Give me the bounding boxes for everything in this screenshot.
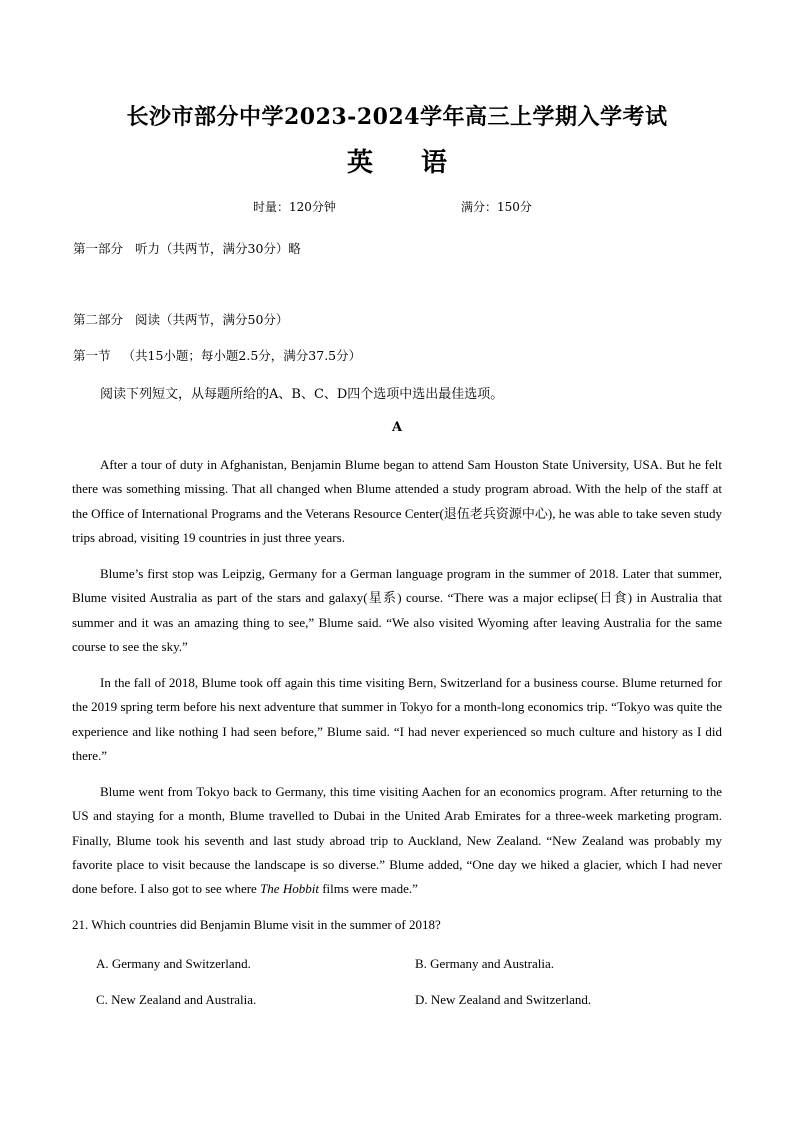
subject-heading (0, 142, 794, 179)
paragraph-1: After a tour of duty in Afghanistan, Benjamin Blume began to attend Sam Houston State University, USA. But he felt there was something missing. That all changed when Blume attended a study program abroad. With the help of the staff at the Office of International Programs and the Veterans Resource Center(退伍老兵资源中心), he was able to take seven study trips abroad, visiting 19 countries in just three years. (72, 457, 722, 545)
option-b[interactable]: B. Germany and Australia. (415, 956, 554, 971)
part1-label: 第一部分 (73, 241, 124, 256)
part2-text: 阅读（共两节，满分50分） (135, 312, 289, 327)
section1-text: （共15小题；每小题2.5分，满分37.5分） (122, 348, 362, 363)
paragraph-2: Blume’s first stop was Leipzig, Germany for a German language program in the summer of 2018. Later that summer, Blume visited Australia as part of the stars and galaxy(星系) course. “There was a major eclipse(日食) in Australia that summer and it was an amazing thing to see,” Blume said. “We also visited Wyoming after leaving Australia for the same course to see the sky.” (72, 566, 722, 654)
subject-char-2: 语 (421, 148, 448, 178)
paragraph-3: In the fall of 2018, Blume took off again this time visiting Bern, Switzerland for a business course. Blume returned for the 2019 spring term before his next adventure that summer in Tokyo for a month-long economics trip. “Tokyo was quite the experience and like nothing I had seen before,” Blume said. “I had never experienced so much culture and history as I did there.” (72, 675, 722, 763)
part1-heading (73, 239, 301, 257)
part2-heading (73, 310, 288, 328)
part1-text: 听力（共两节，满分30分）略 (135, 241, 301, 256)
section1-heading (73, 346, 361, 364)
reading-instruction: 阅读下列短文，从每题所给的A、B、C、D四个选项中选出最佳选项。 (100, 387, 504, 402)
paragraph-4-text-a: Blume went from Tokyo back to Germany, this time visiting Aachen for an economics program. After returning to the US and staying for a month, Blume travelled to Dubai in the United Arab Emirates for a three-week marketing program. Finally, Blume took his seventh and last study abroad trip to Auckland, New Zealand. “New Zealand was probably my favorite place to visit because the landscape is so diverse.” Blume added, “One day we hiked a glacier, which I had never done before. I also got to see where (72, 784, 722, 897)
film-title: The Hobbit (260, 881, 319, 897)
option-a[interactable]: A. Germany and Switzerland. (96, 956, 251, 971)
option-d[interactable]: D. New Zealand and Switzerland. (415, 992, 592, 1007)
paragraph-4 (72, 780, 722, 901)
section1-label: 第一节 (73, 348, 111, 363)
exam-title: 长沙市部分中学2023-2024学年高三上学期入学考试 (126, 104, 668, 130)
exam-full-score: 满分：150分 (461, 200, 532, 214)
option-c[interactable]: C. New Zealand and Australia. (96, 992, 257, 1007)
passage-label: A (391, 420, 403, 435)
question-21-stem: 21. Which countries did Benjamin Blume visit in the summer of 2018? (72, 917, 441, 932)
exam-time: 时量：120分钟 (253, 200, 336, 214)
part2-label: 第二部分 (73, 312, 124, 327)
subject-char-1: 英 (346, 148, 373, 178)
paragraph-4-text-b: films were made.” (318, 881, 418, 897)
